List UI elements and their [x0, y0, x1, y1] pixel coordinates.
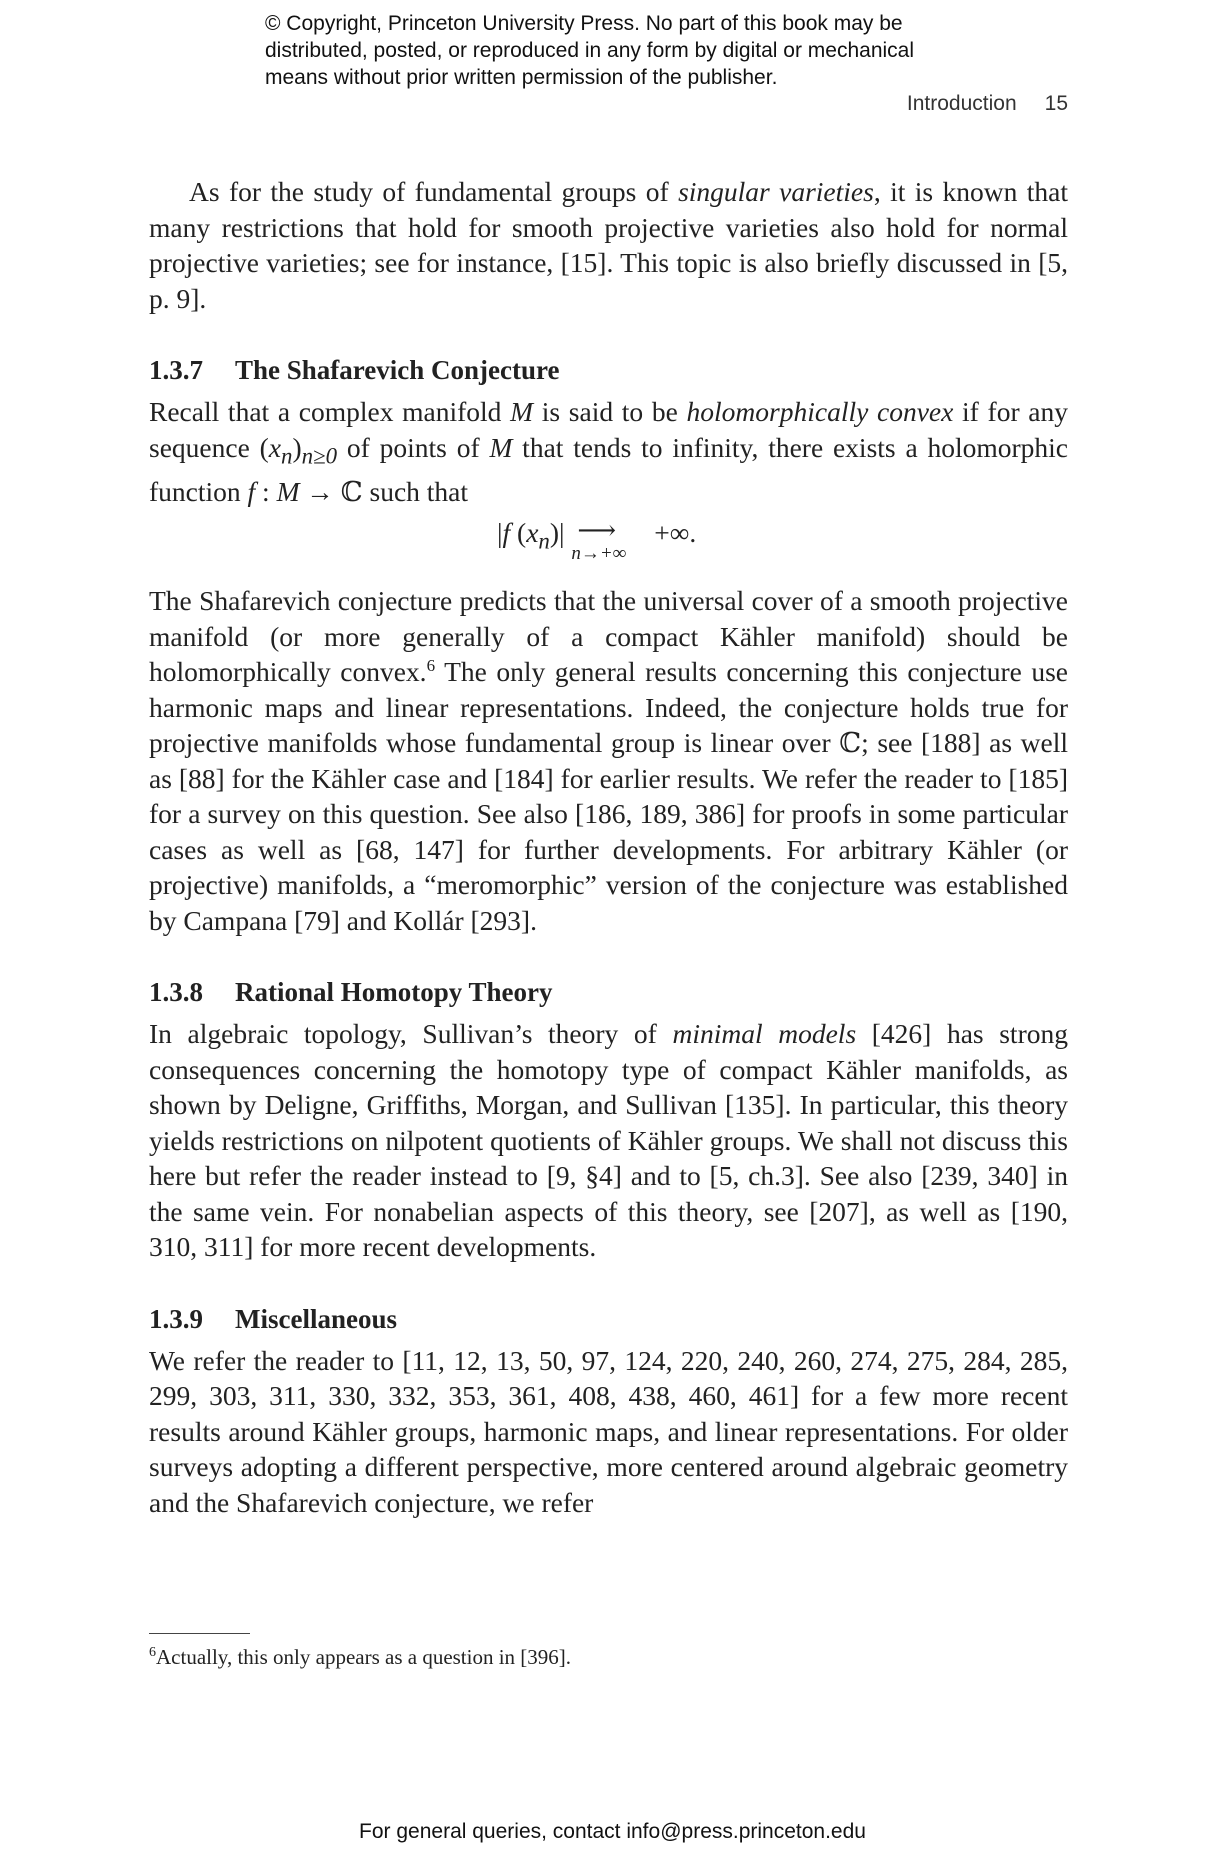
section-title: The Shafarevich Conjecture: [235, 355, 560, 385]
section-heading-1-3-7: [149, 352, 1068, 388]
running-head-title: Introduction: [906, 92, 1017, 115]
copyright-line: © Copyright, Princeton University Press. No part of this book may be: [265, 12, 903, 35]
footnote-mark: 6: [149, 1645, 156, 1660]
section-number: 1.3.8: [149, 977, 203, 1007]
copyright-line: distributed, posted, or reproduced in any form by digital or mechanical: [265, 39, 915, 62]
section-heading-1-3-9: [149, 1301, 1068, 1337]
section-heading-1-3-8: [149, 974, 1068, 1010]
footnote-text: Actually, this only appears as a question in [396].: [156, 1645, 572, 1669]
page-number: 15: [1044, 92, 1068, 115]
footnote-divider: [149, 1633, 250, 1634]
section-title: Rational Homotopy Theory: [235, 977, 553, 1007]
paragraph: In algebraic topology, Sullivan’s theory of minimal models [426] has strong consequences concerning the homotopy type of compact Kähler manifolds, as shown by Deligne, Griffiths, Morgan, and Sullivan [135]. In particular, this theory yields restrictions on nilpotent quotients of Kähler groups. We shall not discuss this here but refer the reader instead to [9, §4] and to [5, ch.3]. See also [239, 340] in the same vein. For nonabelian aspects of this theory, see [207], as well as [190, 310, 311] for more recent developments.: [149, 1018, 1068, 1262]
section-title: Miscellaneous: [235, 1303, 397, 1334]
footnote: [149, 1645, 571, 1670]
page-body: [149, 174, 1068, 1520]
display-equation: |f $(x_n)|$ ⟶ n→+∞ +∞.: [497, 514, 697, 564]
running-head: [907, 92, 1068, 116]
paragraph: The Shafarevich conjecture predicts that the universal cover of a smooth projective manifold (or more generally of a compact Kähler manifold) should be holomorphically convex.$^6$ The only general results concerning this conjecture use harmonic maps and linear representations. Indeed, the conjecture holds true for projective manifolds whose fundamental group is linear over ℂ; see [188] as well as [88] for the Kähler case and [184] for earlier results. We refer the reader to [185] for a survey on this question. See also [186, 189, 386] for proofs in some particular cases as well as [68, 147] for further developments. For arbitrary Kähler (or projective) manifolds, a “meromorphic” version of the conjecture was established by Campana [79] and Kollár [293].: [149, 585, 1068, 936]
footnote-reference[interactable]: 6: [426, 655, 436, 675]
intro-paragraph: As for the study of fundamental groups of singular varieties, it is known that many restrictions that hold for smooth projective varieties also hold for normal projective varieties; see for instance, [15]. This topic is also briefly discussed in [5, p. 9].: [149, 176, 1068, 314]
emphasis: minimal models: [672, 1018, 857, 1049]
copyright-notice: [265, 10, 1025, 91]
copyright-line: means without prior written permission of the publisher.: [265, 66, 778, 89]
paragraph: Recall that a complex manifold M is said to be holomorphically convex if for any sequence $(x_n)_{n\ge 0}$ of points of M that tends to infinity, there exists a holomorphic function f : M → ℂ such that: [149, 396, 1069, 507]
paragraph: We refer the reader to [11, 12, 13, 50, 97, 124, 220, 240, 260, 274, 275, 284, 285, 299, 303, 311, 330, 332, 353, 361, 408, 438, 460, 461] for a few more recent results around Kähler groups, harmonic maps, and linear representations. For older surveys adopting a different perspective, more centered around algebraic geometry and the Shafarevich conjecture, we refer: [149, 1344, 1068, 1518]
footer-contact: For general queries, contact info@press.princeton.edu: [359, 1820, 866, 1843]
emphasis: singular varieties: [678, 176, 874, 207]
section-number: 1.3.7: [149, 355, 203, 385]
section-number: 1.3.9: [149, 1303, 203, 1334]
emphasis: holomorphically convex: [686, 396, 954, 427]
limit-arrow: ⟶ n→+∞: [571, 514, 627, 564]
